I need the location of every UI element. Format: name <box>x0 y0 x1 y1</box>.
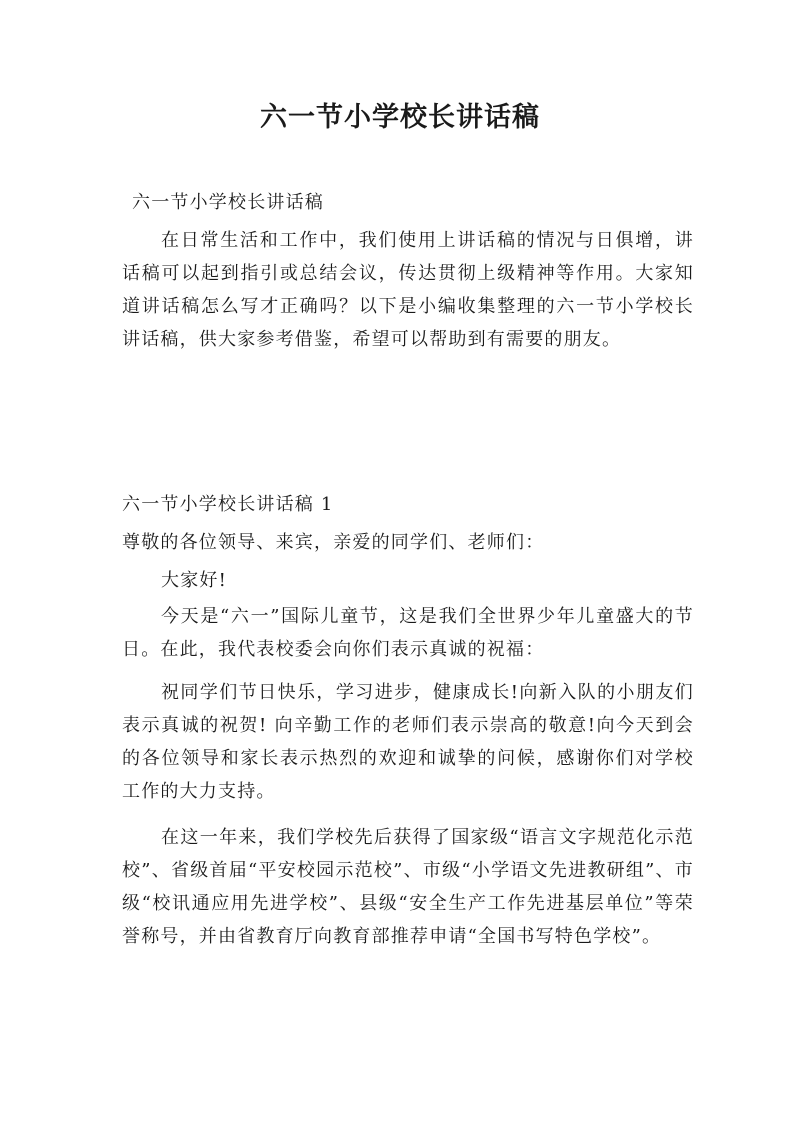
intro-paragraph: 在日常生活和工作中，我们使用上讲话稿的情况与日俱增，讲话稿可以起到指引或总结会议，传达贯彻上级精神等作用。大家知道讲话稿怎么写才正确吗？以下是小编收集整理的六一节小学校长讲话稿，供大家参考借鉴，希望可以帮助到有需要的朋友。 <box>122 230 694 350</box>
salutation: 尊敬的各位领导、来宾，亲爱的同学们、老师们： <box>122 532 545 553</box>
document-subtitle: 六一节小学校长讲话稿 <box>132 192 324 213</box>
body-paragraph: 今天是“六一”国际儿童节，这是我们全世界少年儿童盛大的节日。在此，我代表校委会向你们表示真诚的祝福： <box>122 606 694 660</box>
section-heading: 六一节小学校长讲话稿 1 <box>122 494 334 515</box>
greeting: 大家好! <box>161 570 228 591</box>
body-paragraph: 祝同学们节日快乐，学习进步，健康成长!向新入队的小朋友们表示真诚的祝贺! 向辛勤工作的老师们表示崇高的敬意!向今天到会的各位领导和家长表示热烈的欢迎和诚挚的问候，感谢你们对学校工作的大力支持。 <box>122 682 694 802</box>
document-title: 六一节小学校长讲话稿 <box>260 102 540 133</box>
body-paragraph: 在这一年来，我们学校先后获得了国家级“语言文字规范化示范校”、省级首届“平安校园示范校”、市级“小学语文先进教研组”、市级“校讯通应用先进学校”、县级“安全生产工作先进基层单位”等荣誉称号，并由省教育厅向教育部推荐申请“全国书写特色学校”。 <box>122 827 694 947</box>
